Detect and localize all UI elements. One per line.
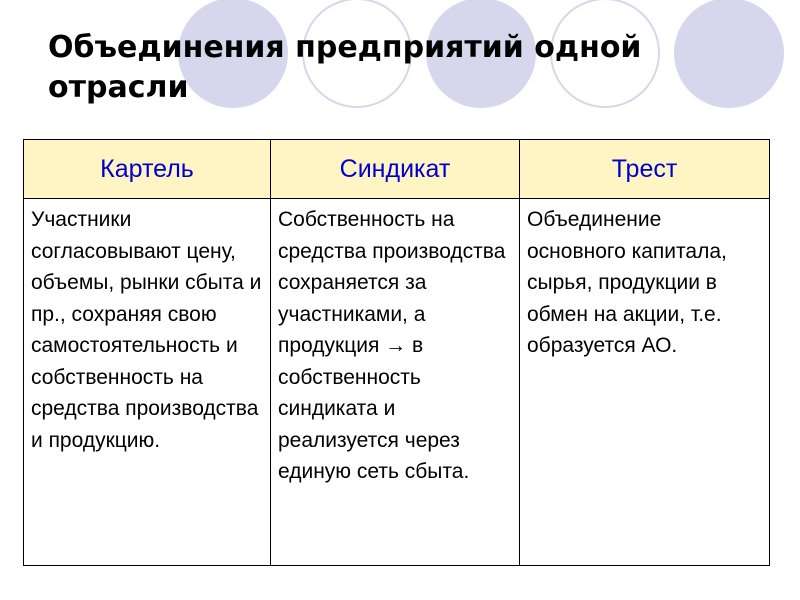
cell-cartel: Участники согласовывают цену, объемы, рынки сбыта и пр., сохраняя свою самостоятельность и собственность на средства производства и продукцию. [24,199,271,566]
table-header-row [24,140,770,199]
header-trust: Трест [520,140,770,199]
table-row [24,199,770,566]
cell-syndicate: Собственность на средства производства сохраняется за участниками, а продукция → в собственность синдиката и реализуется через единую сеть сбыта. [271,199,520,566]
header-cartel: Картель [24,140,271,199]
cell-trust: Объединение основного капитала, сырья, продукции в обмен на акции, т.е. образуется АО. [520,199,770,566]
header-syndicate: Синдикат [271,140,520,199]
slide-title: Объединения предприятий одной отрасли [48,30,642,105]
comparison-table [23,139,770,566]
